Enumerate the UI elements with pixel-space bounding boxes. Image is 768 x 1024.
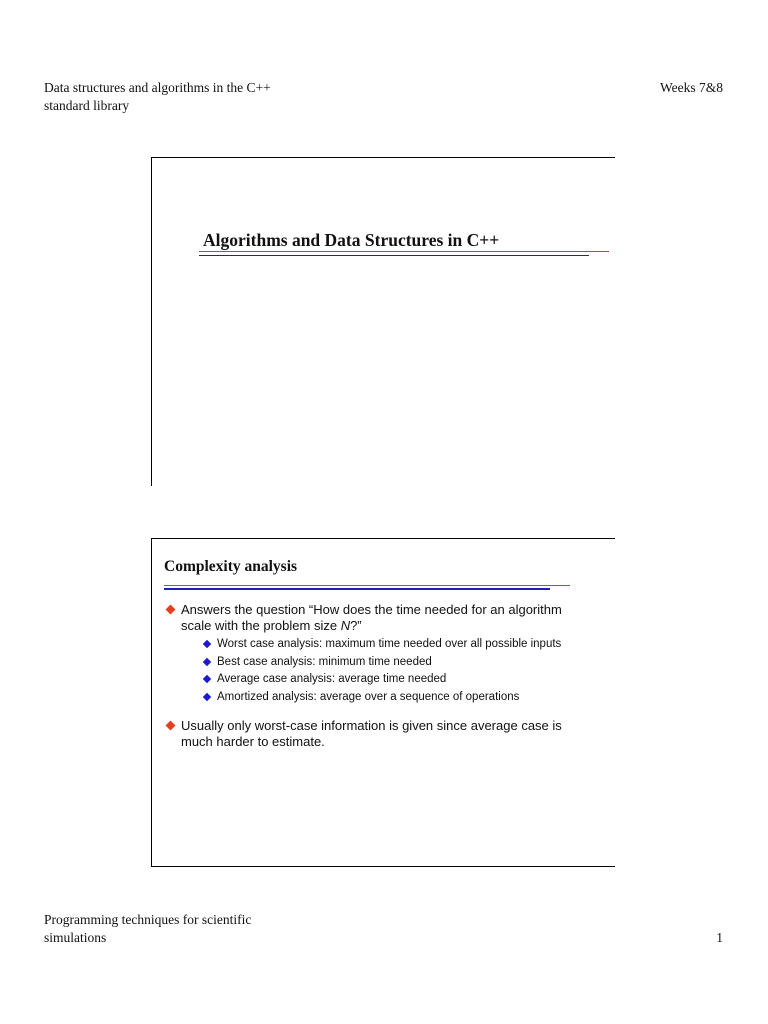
blue-diamond-bullet-icon	[203, 640, 211, 648]
header-title-line1: Data structures and algorithms in the C++	[44, 80, 271, 95]
bullet-line: Answers the question “How does the time needed for an algorithm	[181, 602, 562, 617]
slide-1-title-rule-red	[199, 251, 609, 252]
slide-2-title-rule-red	[164, 585, 570, 586]
bullet-item	[166, 718, 606, 750]
page-header-left	[44, 79, 364, 115]
sub-bullet-text: Worst case analysis: maximum time needed over all possible inputs	[217, 638, 562, 650]
variable-n: N	[340, 618, 351, 633]
slide-2-title-rule-blue	[164, 588, 550, 590]
bullet-line: much harder to estimate.	[181, 734, 325, 749]
page-footer-left	[44, 911, 344, 947]
footer-line2: simulations	[44, 930, 107, 945]
bullet-item	[166, 602, 606, 706]
bullet-line	[181, 618, 606, 634]
slide-2	[151, 538, 615, 867]
sub-bullet-item	[203, 636, 606, 654]
sub-bullet-item	[203, 689, 606, 707]
bullet-text: ?”	[350, 618, 362, 633]
slide-1-title: Algorithms and Data Structures in C++	[203, 230, 500, 250]
blue-diamond-bullet-icon	[203, 692, 211, 700]
sub-bullet-list	[181, 636, 606, 706]
red-diamond-bullet-icon	[166, 605, 176, 615]
slide-1	[151, 157, 615, 486]
sub-bullet-text: Average case analysis: average time needed	[217, 673, 447, 685]
blue-diamond-bullet-icon	[203, 657, 211, 665]
footer-line1: Programming techniques for scientific	[44, 912, 252, 927]
sub-bullet-item	[203, 654, 606, 672]
bullet-text: scale with the problem size	[181, 618, 341, 633]
sub-bullet-item	[203, 671, 606, 689]
blue-diamond-bullet-icon	[203, 675, 211, 683]
slide-1-title-rule-blue	[199, 255, 589, 256]
page-number: 1	[716, 930, 723, 945]
sub-bullet-text: Best case analysis: minimum time needed	[217, 655, 432, 668]
page-header-right: Weeks 7&8	[659, 80, 723, 95]
red-diamond-bullet-icon	[166, 721, 176, 731]
slide-2-title: Complexity analysis	[164, 558, 298, 575]
header-title-line2: standard library	[44, 98, 130, 113]
sub-bullet-text: Amortized analysis: average over a sequence of operations	[217, 690, 520, 703]
slide-2-bullet-list	[166, 602, 606, 752]
bullet-line: Usually only worst-case information is given since average case is	[181, 718, 562, 733]
